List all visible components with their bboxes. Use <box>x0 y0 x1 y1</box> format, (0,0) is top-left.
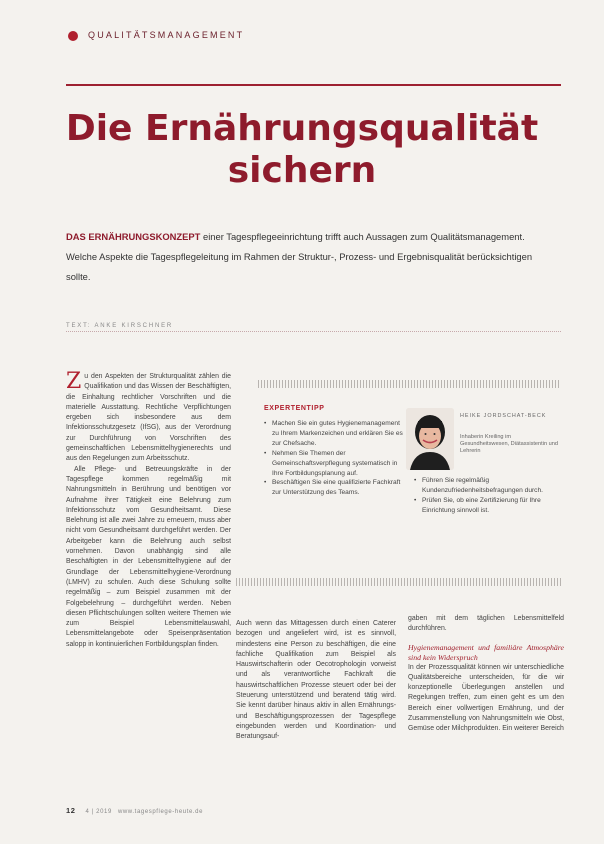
section-marker-icon <box>68 31 78 41</box>
expert-name: HEIKE JORDSCHAT-BECK <box>460 413 547 419</box>
header-rule <box>66 84 561 86</box>
article-title: Die Ernährungsqualität sichern <box>65 108 539 191</box>
paragraph: gaben mit dem täglichen Lebensmittelfeld durchführen. <box>408 615 564 633</box>
intro-lead: DAS ERNÄHRUNGSKONZEPT <box>66 231 201 242</box>
page-footer <box>66 806 203 815</box>
byline-rule <box>66 331 561 332</box>
expert-portrait <box>406 408 454 470</box>
article-intro <box>66 227 558 287</box>
tip-item: • Führen Sie regelmäßig Kundenzufriedenheitsbefragungen durch. <box>414 476 564 496</box>
paragraph: Alle Pflege- und Betreuungskräfte in der Tagespflege kommen regelmäßig mit Nahrungsmitteln in Berührung und benötigen vor Aufnahme ihrer Tätigkeit eine Belehrung zum Infektionsschutz vom Gesundheitsamt. Diese Belehrung ist alle zwei Jahre zu erneuern, muss aber nicht vom Gesundheitsamt durchgeführt werden. Der Arbeitgeber kann die Belehrung auch selbst vornehmen. Davon unabhängig sind alle Beschäftigten in der Lebensmittelhygiene auf der Grundlage der Lebensmittelhygiene-Verordnung (LMHV) zu schulen. Auch diese Schulung sollte regelmäßig – zum Beispiel zusammen mit der Folgebelehrung – durchgeführt werden. Neben diesen Pflichtschulungen sollten weitere Themen wie zum Beispiel Lebensmittelauswahl, Lebensmittelangebote oder Speisenpräsentation salopp in kontinuierlichen Fortbildungsplan finden. <box>66 465 231 648</box>
tip-item: • Nehmen Sie Themen der Gemeinschaftsverpflegung systematisch in Ihre Fortbildungsplanung auf. <box>264 449 406 479</box>
tip-item: • Machen Sie ein gutes Hygienemanagement zu Ihrem Markenzeichen und erklären Sie es zur Chefsache. <box>264 419 406 449</box>
expert-tip-title: EXPERTENTIPP <box>264 405 325 412</box>
issue-number: 4 | 2019 <box>85 809 112 815</box>
subheading: Hygienemanagement und familiäre Atmosphäre sind kein Widerspruch <box>408 642 564 662</box>
expert-tips-list-right <box>414 476 564 516</box>
article-column-1 <box>66 369 231 650</box>
tip-item: • Prüfen Sie, ob eine Zertifizierung für Ihre Einrichtung sinnvoll ist. <box>414 496 564 516</box>
tip-item: • Beschäftigen Sie eine qualifizierte Fachkraft zur Unterstützung des Teams. <box>264 478 406 498</box>
paragraph: In der Prozessqualität können wir unterschiedliche Qualitätsbereiche unterscheiden, für die wir konzeptionelle Überlegungen anstellen und Regelungen treffen, zum einen geht es um den Bereich einer vollwertigen Ernährung, und der Zusammenstellung von Nahrungsmitteln wie Obst, Gemüse oder Milchprodukten. Ein weiterer Bereich <box>408 663 564 733</box>
hatched-divider <box>236 578 561 586</box>
expert-description: Inhaberin Kreiling im Gesundheitswesen, Diätassistentin und Lehrerin <box>460 434 558 454</box>
hatched-divider <box>258 380 561 388</box>
paragraph <box>66 369 231 465</box>
intro-text: einer Tagespflegeeinrichtung trifft auch Aussagen zum Qualitätsmanagement. Welche Aspekte die Tagespflegeleitung im Rahmen der Struktur-, Prozess- und Ergebnisqualität berücksichtigen sollte. <box>66 231 533 282</box>
article-column-3 <box>408 614 564 735</box>
page-number: 12 <box>66 806 76 815</box>
section-label: QUALITÄTSMANAGEMENT <box>88 30 245 40</box>
drop-cap: Z <box>66 369 82 394</box>
paragraph-text: u den Aspekten der Strukturqualität zählen die Qualifikation und das Wissen der Beschäftigten, die Einhaltung rechtlicher Vorschriften und die materielle Ausstattung. Rechtliche Verpflichtungen ergeben sich insbesondere aus dem Infektionsschutzgesetz (IfSG), aus der Verordnung zur Durchführung von Vorschriften des gemeinschaftlichen Lebensmittelhygienerechts und aus den Regelungen zum Arbeitsschutz. <box>66 373 231 463</box>
website: www.tagespflege-heute.de <box>117 809 204 815</box>
byline: TEXT: ANKE KIRSCHNER <box>66 323 174 329</box>
article-column-2: Auch wenn das Mittagessen durch einen Caterer bezogen und angeliefert wird, ist es sinnvoll, mindestens eine Person zu beschäftigen, die eine fachliche Qualifikation zum Beispiel als Hauswirtschafterin oder Oecotrophologin vorweist und als verantwortliche Fachkraft die hauswirtschaftlichen Prozesse steuert oder bei der Steuerung unterstützend und beratend tätig wird. Sie kennt darüber hinaus aktiv in allen Ernährungs- und Beschäftigungsprozessen der Tagespflege eingebunden werden und Koordination- und Beratungsauf- <box>236 620 396 741</box>
expert-tips-list <box>264 419 406 498</box>
